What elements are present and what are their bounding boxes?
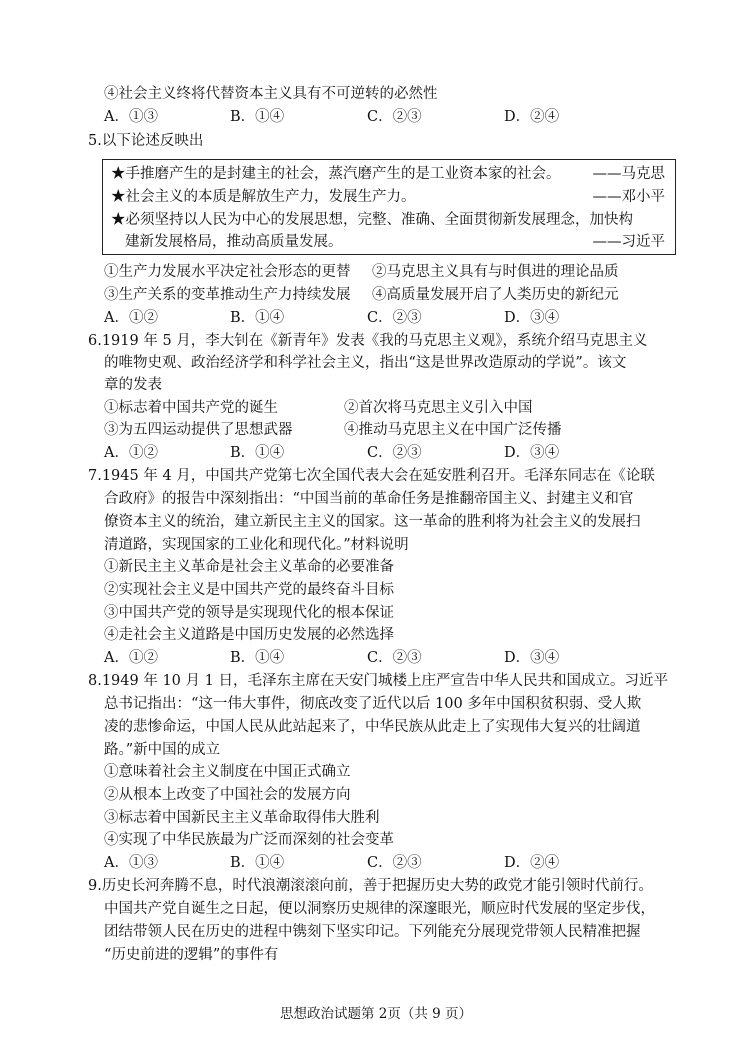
q7-option-c[interactable]: C．②③ <box>367 650 422 666</box>
q5-quote-2: ★社会主义的本质是解放生产力，发展生产力。 <box>111 189 416 205</box>
q5-quote-2-author: ——邓小平 <box>592 189 665 205</box>
q5-statement-3: ③生产关系的变革推动生产力持续发展 <box>104 287 351 303</box>
q5-option-d[interactable]: D．③④ <box>504 310 560 326</box>
q6-option-c[interactable]: C．②③ <box>367 445 422 461</box>
q5-quote-1-author: ——马克思 <box>592 166 665 182</box>
q9-stem-line-1: 9.历史长河奔腾不息，时代浪潮滚滚向前，善于把握历史大势的政党才能引领时代前行。 <box>88 878 653 894</box>
q6-stem-line-2: 的唯物史观、政治经济学和科学社会主义，指出“这是世界改造原动的学说”。该文 <box>104 355 627 371</box>
q4-option-a[interactable]: A．①③ <box>104 109 158 125</box>
q6-option-d[interactable]: D．③④ <box>504 445 560 461</box>
q6-statement-1: ①标志着中国共产党的诞生 <box>104 400 278 416</box>
q6-option-b[interactable]: B．①④ <box>230 445 285 461</box>
q4-option-c[interactable]: C．②③ <box>367 109 422 125</box>
q6-statement-4: ④推动马克思主义在中国广泛传播 <box>344 422 562 438</box>
q4-option-d[interactable]: D．②④ <box>504 109 560 125</box>
q5-statement-4: ④高质量发展开启了人类历史的新纪元 <box>372 287 619 303</box>
q9-stem-line-3: 团结带领人民在历史的进程中镌刻下坚实印记。下列能充分展现党带领人民精准把握 <box>104 924 641 940</box>
q9-stem-line-4: “历史前进的逻辑”的事件有 <box>104 947 279 963</box>
page-footer: 思想政治试题第 2页（共 9 页） <box>279 1006 473 1022</box>
q5-quote-1: ★手推磨产生的是封建主的社会，蒸汽磨产生的是工业资本家的社会。 <box>111 166 561 182</box>
q5-statement-1: ①生产力发展水平决定社会形态的更替 <box>104 264 351 280</box>
q5-statement-2: ②马克思主义具有与时俱进的理论品质 <box>372 264 619 280</box>
q8-option-c[interactable]: C．②③ <box>367 855 422 871</box>
q8-option-b[interactable]: B．①④ <box>230 855 285 871</box>
q8-stem-line-4: 路。”新中国的成立 <box>104 742 221 758</box>
q8-option-d[interactable]: D．②④ <box>504 855 560 871</box>
q6-option-a[interactable]: A．①② <box>104 445 158 461</box>
q6-statement-2: ②首次将马克思主义引入中国 <box>344 400 533 416</box>
q7-stem-line-4: 清道路，实现国家的工业化和现代化。”材料说明 <box>104 537 409 553</box>
q6-statement-3: ③为五四运动提供了思想武器 <box>104 422 293 438</box>
q5-quote-box <box>102 159 676 255</box>
q7-stem-line-1: 7.1945 年 4 月，中国共产党第七次全国代表大会在延安胜利召开。毛泽东同志在《论联 <box>88 468 655 484</box>
q5-stem: 5.以下论述反映出 <box>88 133 204 149</box>
q8-option-a[interactable]: A．①③ <box>104 855 158 871</box>
q8-options <box>104 853 624 873</box>
q4-option-b[interactable]: B．①④ <box>230 109 285 125</box>
q4-options <box>104 107 624 127</box>
q8-stem-line-3: 凌的悲惨命运，中国人民从此站起来了，中华民族从此走上了实现伟大复兴的壮阔道 <box>104 719 641 735</box>
q7-stem-line-3: 僚资本主义的统治，建立新民主主义的国家。这一革命的胜利将为社会主义的发展扫 <box>104 514 641 530</box>
q7-option-a[interactable]: A．①② <box>104 650 158 666</box>
q8-statement-1: ①意味着社会主义制度在中国正式确立 <box>104 764 351 780</box>
q5-quote-3-continued: 建新发展格局，推动高质量发展。 <box>125 234 343 250</box>
q8-statement-3: ③标志着中国新民主主义革命取得伟大胜利 <box>104 810 380 826</box>
q7-option-b[interactable]: B．①④ <box>230 650 285 666</box>
q7-options <box>104 648 624 668</box>
q5-quote-3: ★必须坚持以人民为中心的发展思想，完整、准确、全面贯彻新发展理念，加快构 <box>111 212 633 228</box>
q7-statement-3: ③中国共产党的领导是实现现代化的根本保证 <box>104 605 394 621</box>
q5-quote-3-author: ——习近平 <box>592 234 665 250</box>
q5-option-c[interactable]: C．②③ <box>367 310 422 326</box>
q6-options <box>104 443 624 463</box>
q7-statement-4: ④走社会主义道路是中国历史发展的必然选择 <box>104 627 394 643</box>
q8-stem-line-1: 8.1949 年 10 月 1 日，毛泽东主席在天安门城楼上庄严宣告中华人民共和国成立。习近平 <box>88 673 668 689</box>
q9-stem-line-2: 中国共产党自诞生之日起，便以洞察历史规律的深邃眼光，顺应时代发展的坚定步伐， <box>104 901 655 917</box>
q6-stem-line-1: 6.1919 年 5 月，李大钊在《新青年》发表《我的马克思主义观》，系统介绍马克思主义 <box>88 333 648 349</box>
q6-stem-line-3: 章的发表 <box>104 377 162 393</box>
q8-statement-4: ④实现了中华民族最为广泛而深刻的社会变革 <box>104 832 394 848</box>
q8-statement-2: ②从根本上改变了中国社会的发展方向 <box>104 787 351 803</box>
q8-stem-line-2: 总书记指出：“这一伟大事件，彻底改变了近代以后 100 多年中国积贫积弱、受人欺 <box>104 696 642 712</box>
q7-option-d[interactable]: D．③④ <box>504 650 560 666</box>
q7-stem-line-2: 合政府》的报告中深刻指出：“中国当前的革命任务是推翻帝国主义、封建主义和官 <box>104 491 634 507</box>
q5-option-a[interactable]: A．①② <box>104 310 158 326</box>
q7-statement-2: ②实现社会主义是中国共产党的最终奋斗目标 <box>104 582 394 598</box>
q5-option-b[interactable]: B．①④ <box>230 310 285 326</box>
q4-statement-4: ④社会主义终将代替资本主义具有不可逆转的必然性 <box>104 86 438 102</box>
q7-statement-1: ①新民主主义革命是社会主义革命的必要准备 <box>104 559 394 575</box>
q5-options <box>104 308 624 328</box>
